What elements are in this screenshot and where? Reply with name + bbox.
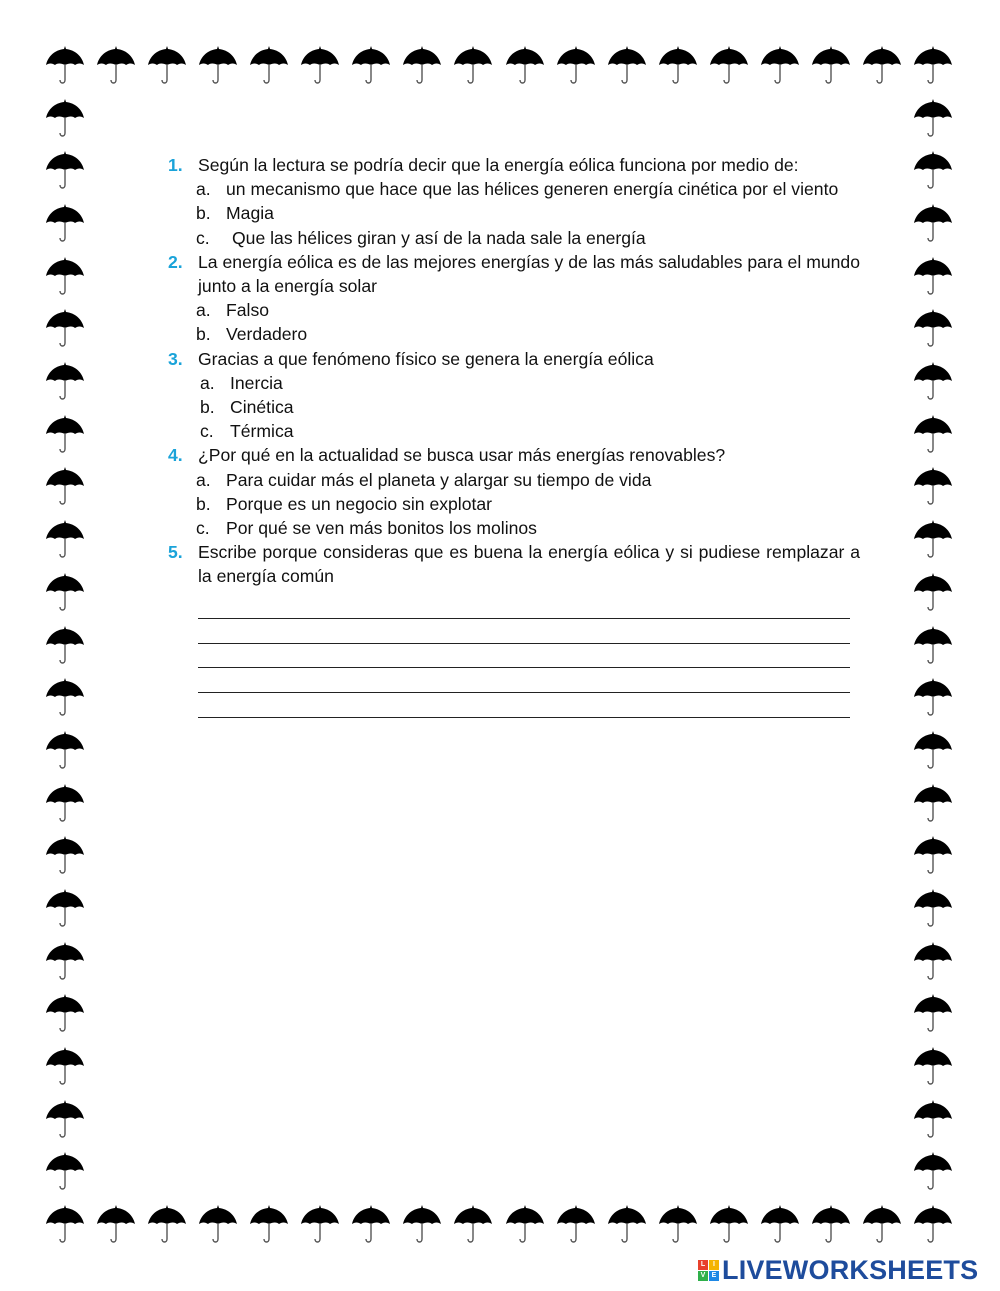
umbrella-icon: [45, 44, 85, 88]
option-b[interactable]: [168, 201, 860, 225]
umbrella-icon: [45, 729, 85, 773]
umbrella-icon: [300, 44, 340, 88]
question-number: 1.: [168, 155, 183, 175]
question-text: Gracias a que fenómeno físico se genera la energía eólica: [198, 348, 654, 369]
umbrella-icon: [45, 149, 85, 193]
option-b[interactable]: [168, 395, 860, 419]
umbrella-icon: [913, 202, 953, 246]
umbrella-icon: [402, 44, 442, 88]
option-letter: b.: [196, 493, 211, 514]
option-c[interactable]: [168, 516, 860, 540]
option-letter: a.: [196, 300, 211, 321]
umbrella-icon: [453, 1203, 493, 1247]
option-text: Que las hélices giran y así de la nada sale la energía: [232, 227, 646, 248]
question-1-options: [168, 177, 860, 250]
umbrella-icon: [96, 44, 136, 88]
umbrella-icon: [913, 782, 953, 826]
option-letter: c.: [196, 518, 210, 539]
answer-line[interactable]: [198, 595, 850, 620]
option-letter: b.: [196, 203, 211, 224]
umbrella-icon: [913, 624, 953, 668]
question-number: 2.: [168, 251, 183, 272]
option-text: Por qué se ven más bonitos los molinos: [226, 518, 537, 539]
umbrella-icon: [913, 1098, 953, 1142]
question-3: [168, 347, 860, 371]
umbrella-icon: [709, 1203, 749, 1247]
umbrella-icon: [862, 1203, 902, 1247]
umbrella-icon: [453, 44, 493, 88]
umbrella-icon: [556, 1203, 596, 1247]
umbrella-icon: [556, 44, 596, 88]
umbrella-icon: [45, 571, 85, 615]
question-text: Según la lectura se podría decir que la energía eólica funciona por medio de:: [198, 155, 799, 175]
logo-tile: I: [709, 1260, 719, 1270]
option-b[interactable]: [168, 322, 860, 346]
umbrella-icon: [45, 834, 85, 878]
answer-area[interactable]: [168, 595, 860, 718]
umbrella-icon: [658, 44, 698, 88]
umbrella-icon: [913, 571, 953, 615]
umbrella-icon: [198, 1203, 238, 1247]
umbrella-icon: [45, 413, 85, 457]
answer-line[interactable]: [198, 644, 850, 669]
umbrella-icon: [760, 1203, 800, 1247]
umbrella-icon: [45, 940, 85, 984]
umbrella-icon: [300, 1203, 340, 1247]
option-text: Magia: [226, 203, 274, 224]
umbrella-icon: [147, 1203, 187, 1247]
umbrella-icon: [913, 307, 953, 351]
umbrella-icon: [45, 518, 85, 562]
umbrella-icon: [45, 202, 85, 246]
question-3-options: [168, 371, 860, 444]
umbrella-icon: [913, 360, 953, 404]
umbrella-icon: [45, 465, 85, 509]
option-a[interactable]: [168, 177, 860, 201]
umbrella-icon: [351, 44, 391, 88]
umbrella-icon: [45, 307, 85, 351]
question-number: 4.: [168, 445, 183, 466]
umbrella-icon: [45, 782, 85, 826]
brand-text: LIVEWORKSHEETS: [722, 1254, 979, 1285]
umbrella-icon: [249, 1203, 289, 1247]
answer-line[interactable]: [198, 619, 850, 644]
umbrella-icon: [913, 149, 953, 193]
option-text: Falso: [226, 300, 270, 321]
question-2-options: [168, 298, 860, 346]
option-b[interactable]: [168, 492, 860, 516]
umbrella-icon: [913, 465, 953, 509]
umbrella-icon: [913, 44, 953, 88]
logo-mark-icon: [698, 1260, 719, 1281]
umbrella-icon: [913, 940, 953, 984]
question-5: [168, 540, 860, 588]
umbrella-icon: [811, 1203, 851, 1247]
answer-line[interactable]: [198, 693, 850, 718]
question-number: 3.: [168, 348, 183, 369]
logo-tile: L: [698, 1260, 708, 1270]
option-letter: c.: [196, 227, 210, 248]
umbrella-icon: [913, 255, 953, 299]
umbrella-icon: [45, 887, 85, 931]
option-text: Cinética: [230, 397, 294, 418]
umbrella-icon: [45, 624, 85, 668]
umbrella-icon: [45, 1098, 85, 1142]
umbrella-icon: [96, 1203, 136, 1247]
umbrella-icon: [913, 1045, 953, 1089]
option-text: Inercia: [230, 372, 283, 393]
option-letter: b.: [200, 397, 215, 418]
umbrella-icon: [45, 1045, 85, 1089]
option-letter: a.: [196, 179, 211, 200]
umbrella-icon: [913, 676, 953, 720]
umbrella-icon: [862, 44, 902, 88]
answer-line[interactable]: [198, 668, 850, 693]
option-letter: b.: [196, 324, 211, 345]
umbrella-icon: [913, 97, 953, 141]
option-text: Verdadero: [226, 324, 308, 345]
umbrella-icon: [913, 729, 953, 773]
logo-tile: V: [698, 1271, 708, 1281]
liveworksheets-logo: [698, 1256, 978, 1284]
umbrella-icon: [45, 1150, 85, 1194]
option-text: Porque es un negocio sin explotar: [226, 493, 493, 514]
option-text: Para cuidar más el planeta y alargar su tiempo de vida: [226, 469, 652, 490]
option-letter: c.: [200, 421, 214, 442]
umbrella-icon: [45, 676, 85, 720]
logo-tile: E: [709, 1271, 719, 1281]
umbrella-icon: [505, 1203, 545, 1247]
question-text: Escribe porque consideras que es buena la energía eólica y si pudiese remplazar a la energía común: [198, 542, 860, 587]
umbrella-icon: [351, 1203, 391, 1247]
option-letter: a.: [200, 372, 215, 393]
umbrella-icon: [913, 1203, 953, 1247]
question-1: [168, 153, 860, 177]
option-a[interactable]: [168, 371, 860, 395]
question-text: ¿Por qué en la actualidad se busca usar más energías renovables?: [198, 445, 726, 466]
umbrella-icon: [811, 44, 851, 88]
umbrella-icon: [658, 1203, 698, 1247]
umbrella-icon: [607, 1203, 647, 1247]
option-c[interactable]: [168, 419, 860, 443]
question-2: [168, 250, 860, 298]
question-4-options: [168, 468, 860, 541]
umbrella-icon: [505, 44, 545, 88]
umbrella-icon: [913, 992, 953, 1036]
option-letter: a.: [196, 469, 211, 490]
umbrella-icon: [45, 360, 85, 404]
umbrella-icon: [913, 887, 953, 931]
question-text: La energía eólica es de las mejores energías y de las más saludables para el mundo junto a la energía solar: [198, 251, 860, 297]
umbrella-icon: [45, 97, 85, 141]
question-list: [168, 153, 860, 718]
option-text: Térmica: [230, 421, 294, 442]
umbrella-icon: [913, 518, 953, 562]
umbrella-icon: [198, 44, 238, 88]
umbrella-icon: [913, 834, 953, 878]
umbrella-icon: [249, 44, 289, 88]
option-a[interactable]: [168, 468, 860, 492]
umbrella-icon: [402, 1203, 442, 1247]
question-4: [168, 443, 860, 467]
question-number: 5.: [168, 542, 183, 563]
umbrella-icon: [45, 1203, 85, 1247]
umbrella-icon: [913, 1150, 953, 1194]
option-text: un mecanismo que hace que las hélices generen energía cinética por el viento: [226, 179, 839, 200]
umbrella-icon: [709, 44, 749, 88]
option-c[interactable]: [168, 226, 860, 250]
umbrella-icon: [607, 44, 647, 88]
umbrella-icon: [45, 255, 85, 299]
umbrella-icon: [45, 992, 85, 1036]
umbrella-icon: [760, 44, 800, 88]
umbrella-icon: [147, 44, 187, 88]
umbrella-icon: [913, 413, 953, 457]
option-a[interactable]: [168, 298, 860, 322]
